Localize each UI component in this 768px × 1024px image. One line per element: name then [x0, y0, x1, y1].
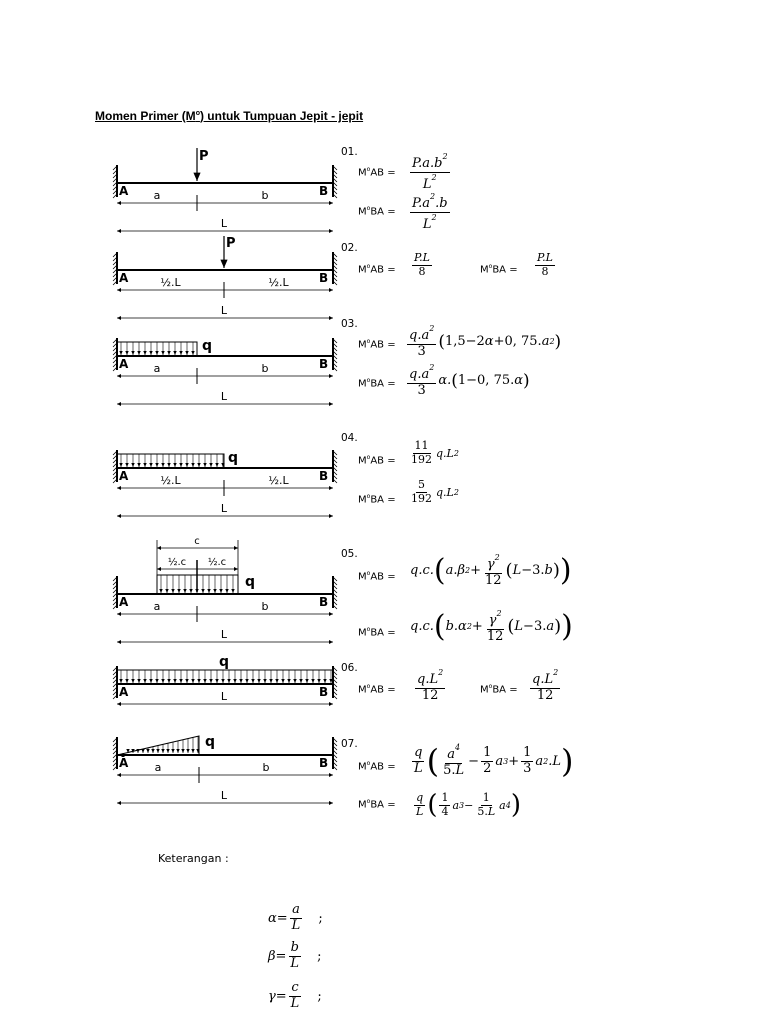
formula-07-ab: $\frac{q}{L}$ ( $\frac{a^4}{5.L}$ − $\frac{1}{2}$ a 3 + $\frac{1}{3}$ a 2 .L ) [414, 742, 574, 780]
half-c-label: ½.c [167, 557, 187, 568]
load-q-label: q [202, 338, 213, 354]
support-a-label: A [119, 685, 129, 699]
support-a-label: A [119, 271, 129, 285]
span-label: L [220, 304, 228, 317]
point-load-label: P [199, 149, 209, 164]
distributed-load-block [117, 670, 333, 684]
support-b-label: B [319, 595, 329, 609]
dimension-label: ½.L [160, 276, 181, 289]
case-number: 04. [341, 432, 358, 444]
case-number: 01. [341, 146, 358, 158]
page-title: Momen Primer $(M^o)$ untuk Tumpuan Jepit - jepit [95, 109, 364, 123]
moment-ba-label: $M^oBA$ = [358, 626, 396, 639]
dimension-label: ½.L [268, 474, 289, 487]
formula-04-ab: $\frac{11}{192}$ q.L 2 [411, 439, 459, 466]
keterangan-heading: Keterangan : [158, 852, 229, 865]
support-b-label: B [319, 685, 329, 699]
support-a-label: A [119, 756, 129, 770]
span-label: L [220, 628, 228, 641]
moment-ba-label: $M^oBA$ = [358, 493, 396, 506]
moment-ab-label: $M^oAB$ = [358, 454, 396, 467]
formula-03-ba: $\frac{q.a^2}{3}$ α. ( 1−0, 75. α ) [409, 363, 530, 398]
span-label: L [220, 217, 228, 230]
case-number: 03. [341, 318, 358, 330]
moment-ba-label: $M^oBA$ = [480, 263, 518, 276]
dimension-label: ½.L [268, 276, 289, 289]
formula-01-ab: $\frac{P.a.b^2}{L^2}$ [412, 152, 448, 192]
support-b-label: B [319, 756, 329, 770]
formula-04-ba: $\frac{5}{192}$ q.L 2 [411, 478, 459, 505]
dimension-label: a [153, 362, 161, 375]
support-b-label: B [319, 271, 329, 285]
definition-beta: β= $\frac{b}{L}$ ; [268, 940, 322, 971]
support-a-label: A [119, 469, 129, 483]
formula-07-ba: $\frac{q}{L}$ ( $\frac{1}{4}$ a 3 − $\frac{1}{5.L}$ a 4 ) [416, 790, 521, 820]
formula-06-ba: $\frac{q.L^2}{12}$ [532, 668, 559, 703]
moment-ab-label: $M^oAB$ = [358, 263, 396, 276]
formula-05-ab: q.c. ( a.β 2 + $\frac{\gamma^2}{12}$ ( L −3. b ) ) [410, 553, 572, 589]
formula-03-ab: $\frac{q.a^2}{3}$ ( 1,5−2 α +0, 75. a 2 ) [409, 324, 562, 359]
moment-ba-label: $M^oBA$ = [480, 683, 518, 696]
moment-ab-label: $M^oAB$ = [358, 166, 396, 179]
formula-06-ab: $\frac{q.L^2}{12}$ [417, 668, 444, 703]
moment-ab-label: $M^oAB$ = [358, 570, 396, 583]
span-label: L [220, 390, 228, 403]
load-q-label: q [218, 654, 230, 670]
moment-ba-label: $M^oBA$ = [358, 798, 396, 811]
case-number: 02. [341, 242, 358, 254]
load-q-label: q [228, 450, 239, 466]
definition-alpha: α= $\frac{a}{L}$ ; [268, 902, 323, 933]
support-b-label: B [319, 469, 329, 483]
c-label: c [194, 536, 200, 547]
formula-05-ba: q.c. ( b.α 2 + $\frac{\gamma^2}{12}$ ( L −3. a ) ) [410, 609, 573, 645]
formula-02-ba: $\frac{P.L}{8}$ [537, 251, 553, 278]
dimension-label: b [261, 362, 269, 375]
support-a-label: A [119, 357, 129, 371]
dimension-label: b [261, 600, 269, 613]
dimension-label: a [153, 189, 161, 202]
half-c-label: ½.c [207, 557, 227, 568]
moment-ba-label: $M^oBA$ = [358, 205, 396, 218]
point-load-label: P [226, 236, 236, 251]
support-a-label: A [119, 184, 129, 198]
moment-ab-label: $M^oAB$ = [358, 760, 396, 773]
formula-01-ba: $\frac{P.a^2.b}{L^2}$ [412, 192, 448, 232]
support-a-label: A [119, 595, 129, 609]
case-number: 06. [341, 662, 358, 674]
dimension-label: b [262, 761, 270, 774]
definition-gamma: γ= $\frac{c}{L}$ ; [268, 980, 322, 1011]
dimension-label: ½.L [160, 474, 181, 487]
load-q-label: q [205, 734, 216, 750]
dimension-label: a [153, 600, 161, 613]
dimension-label: a [154, 761, 162, 774]
span-label: L [220, 502, 228, 515]
dimension-label: b [261, 189, 269, 202]
moment-ab-label: $M^oAB$ = [358, 683, 396, 696]
load-q-label: q [245, 574, 256, 590]
span-label: L [220, 789, 228, 802]
support-b-label: B [319, 184, 329, 198]
case-number: 07. [341, 738, 358, 750]
moment-ab-label: $M^oAB$ = [358, 338, 396, 351]
support-b-label: B [319, 357, 329, 371]
span-label: L [220, 690, 228, 703]
moment-ba-label: $M^oBA$ = [358, 377, 396, 390]
case-number: 05. [341, 548, 358, 560]
formula-02-ab: $\frac{P.L}{8}$ [414, 251, 430, 278]
